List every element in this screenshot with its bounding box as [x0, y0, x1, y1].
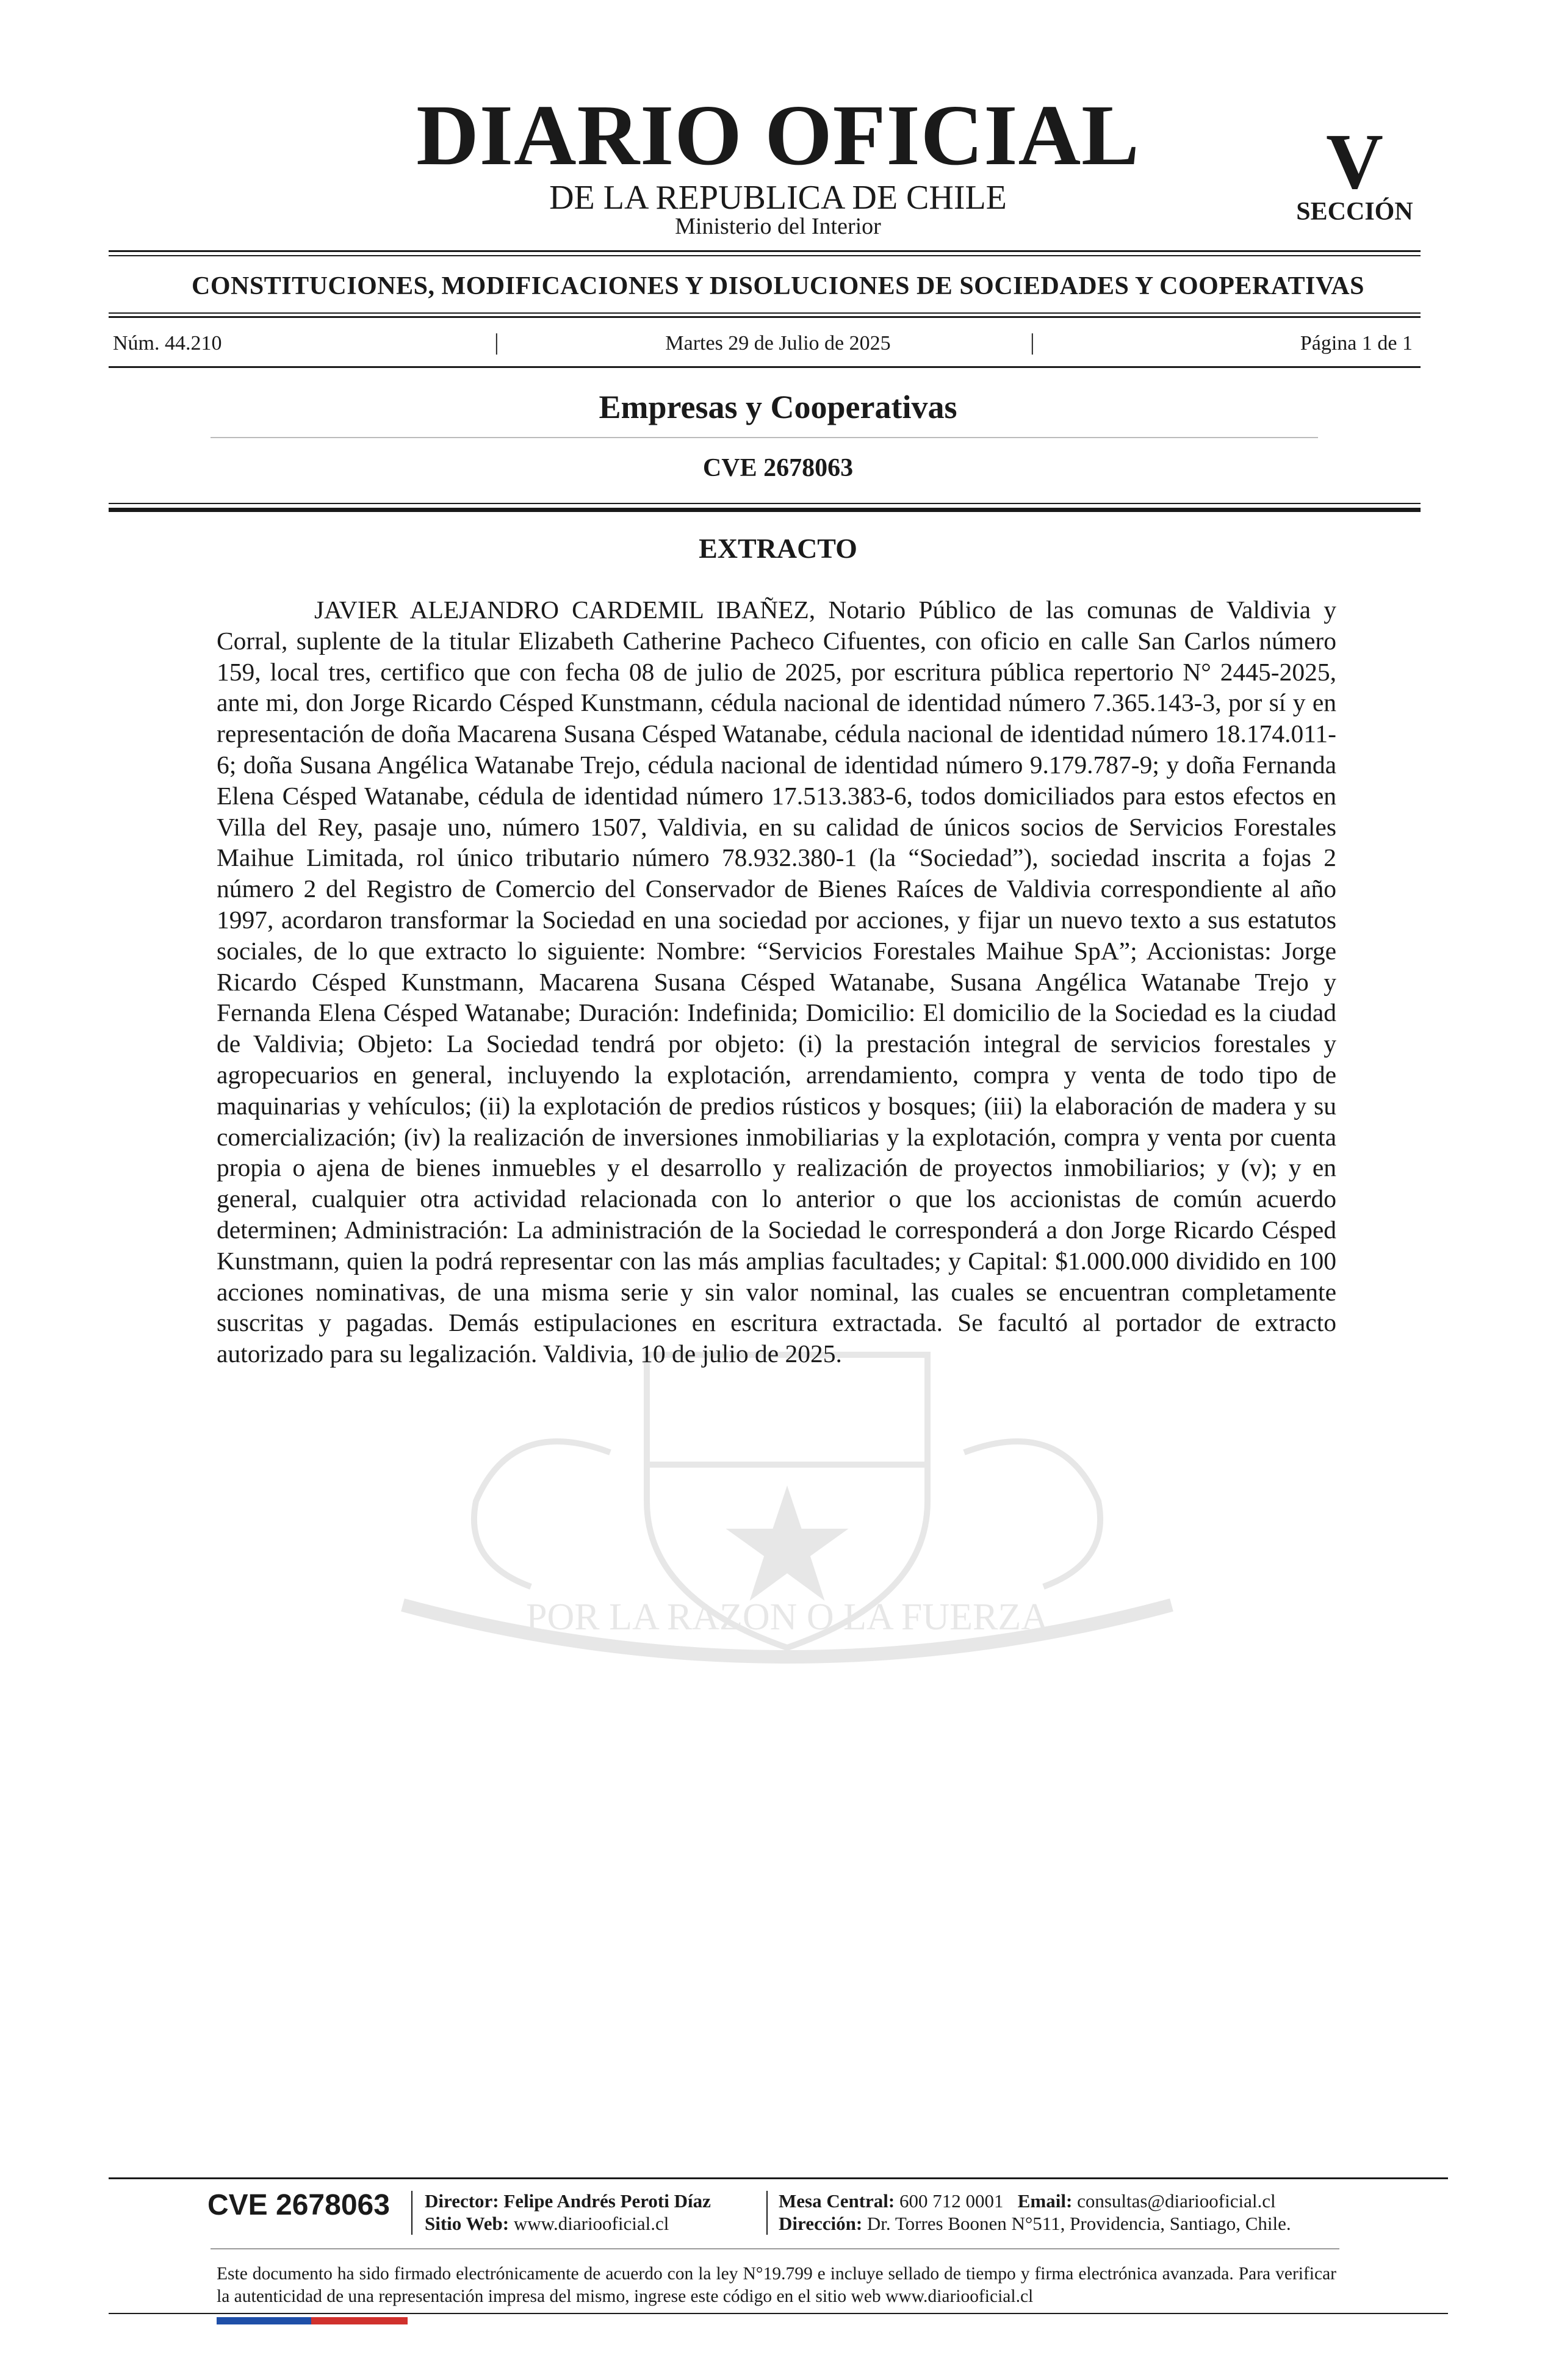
masthead-title: DIARIO OFICIAL [416, 87, 1140, 183]
cve-code: CVE 2678063 [702, 454, 854, 482]
verification-disclaimer: Este documento ha sido firmado electrónicamente de acuerdo con la ley N°19.799 e incluye sellado de tiempo y firma electrónica avanzada. Para verificar la autenticidad de una representación impresa del mismo, ingrese este código en el sitio web www.diariooficial.cl [217, 2264, 1336, 2306]
issue-number: Núm. 44.210 [113, 332, 222, 355]
coat-of-arms-watermark [330, 1343, 1245, 1684]
body-rule-thick [109, 508, 1421, 512]
footer-rule-mid [211, 2248, 1339, 2249]
email-link[interactable]: consultas@diariooficial.cl [1077, 2190, 1276, 2212]
header-rule-top [109, 250, 1421, 252]
page-indicator: Página 1 de 1 [1300, 332, 1413, 355]
document-heading: EXTRACTO [699, 533, 857, 564]
footer-divider [766, 2191, 768, 2235]
extract-body: JAVIER ALEJANDRO CARDEMIL IBAÑEZ, Notario Público de las comunas de Valdivia y Corral, suplente de la titular Elizabeth Catherine Pacheco Cifuentes, con oficio en calle San Carlos número 159, local tres, certifico que con fecha 08 de julio de 2025, por escritura pública repertorio N° 2445-2025, ante mi, don Jorge Ricardo Césped Kunstmann, cédula nacional de identidad número 7.365.143-3, por sí y en representación de doña Macarena Susana Césped Watanabe, cédula nacional de identidad número 18.174.011-6; doña Susana Angélica Watanabe Trejo, cédula nacional de identidad número 9.179.787-9; y doña Fernanda Elena Césped Watanabe, cédula de identidad número 17.513.383-6, todos domiciliados para estos efectos en Villa del Rey, pasaje uno, número 1507, Valdivia, en su calidad de únicos socios de Servicios Forestales Maihue Limitada, rol único tributario número 78.932.380-1 (la “Sociedad”), sociedad inscrita a fojas 2 número 2 del Registro de Comercio del Conservador de Bienes Raíces de Valdivia correspondiente al año 1997, acordaron transformar la Sociedad en una sociedad por acciones, y fijar un nuevo texto a sus estatutos sociales, de lo que extracto lo siguiente: Nombre: “Servicios Forestales Maihue SpA”; Accionistas: Jorge Ricardo Césped Kunstmann, Macarena Susana Césped Watanabe, Susana Angélica Watanabe Trejo y Fernanda Elena Césped Watanabe; Duración: Indefinida; Domicilio: El domicilio de la Sociedad es la ciudad de Valdivia; Objeto: La Sociedad tendrá por objeto: (i) la prestación integral de servicios forestales y agropecuarios en general, incluyendo la explotación, arrendamiento, compra y venta de todo tipo de maquinarias y vehículos; (ii) la explotación de predios rústicos y bosques; (iii) la elaboración de madera y su comercialización; (iv) la realización de inversiones inmobiliarias y la explotación, compra y venta por cuenta propia o ajena de bienes inmuebles y el desarrollo y realización de proyectos inmobiliarios; y (v); y en general, cualquier otra actividad relacionada con lo anterior o que los accionistas de común acuerdo determinen; Administración: La administración de la Sociedad le corresponderá a don Jorge Ricardo Césped Kunstmann, quien la podrá representar con las más amplias facultades; y Capital: $1.000.000 dividido en 100 acciones nominativas, de una misma serie y sin valor nominal, las cuales se encuentran completamente suscritas y pagadas. Demás estipulaciones en escritura extractada. Se facultó al portador de extracto autorizado para su legalización. Valdivia, 10 de julio de 2025. [217, 596, 1336, 1368]
footer-contact-left [425, 2190, 711, 2235]
section-rule-thin [109, 312, 1421, 314]
watermark-motto: POR LA RAZON O LA FUERZA [525, 1596, 1049, 1638]
flag-stripe-red [311, 2317, 408, 2324]
section-rule-bottom [109, 316, 1421, 318]
footer-rule-top [109, 2177, 1448, 2179]
website-label: Sitio Web: [425, 2213, 510, 2234]
director-label: Director: [425, 2190, 499, 2212]
body-rule-thin [109, 503, 1421, 504]
email-label: Email: [1017, 2190, 1073, 2212]
issue-date: Martes 29 de Julio de 2025 [665, 332, 891, 355]
republic-subtitle: DE LA REPUBLICA DE CHILE [549, 179, 1007, 217]
phone-number: 600 712 0001 [899, 2190, 1004, 2212]
section-letter: V [1326, 118, 1383, 206]
address-text: Dr. Torres Boonen N°511, Providencia, Santiago, Chile. [866, 2213, 1291, 2234]
flag-stripe-blue [217, 2317, 311, 2324]
section-word: SECCIÓN [1296, 198, 1413, 226]
section-title: CONSTITUCIONES, MODIFICACIONES Y DISOLUCIONES DE SOCIEDADES Y COOPERATIVAS [192, 272, 1364, 300]
category-rule [211, 437, 1318, 438]
footer-rule-bottom [109, 2313, 1448, 2314]
director-name: Felipe Andrés Peroti Díaz [503, 2190, 711, 2212]
meta-separator: | [1030, 330, 1035, 355]
footer-cve-code: CVE 2678063 [207, 2189, 390, 2221]
footer-divider [411, 2191, 412, 2235]
category-title: Empresas y Cooperativas [599, 389, 957, 425]
header-rule-top-thin [109, 255, 1421, 256]
meta-separator: | [494, 330, 499, 355]
footer-contact-right [779, 2190, 1291, 2235]
phone-label: Mesa Central: [779, 2190, 895, 2212]
meta-rule [109, 366, 1421, 368]
address-label: Dirección: [779, 2213, 863, 2234]
ministry-subtitle: Ministerio del Interior [675, 214, 881, 239]
website-link[interactable]: www.diariooficial.cl [513, 2213, 669, 2234]
